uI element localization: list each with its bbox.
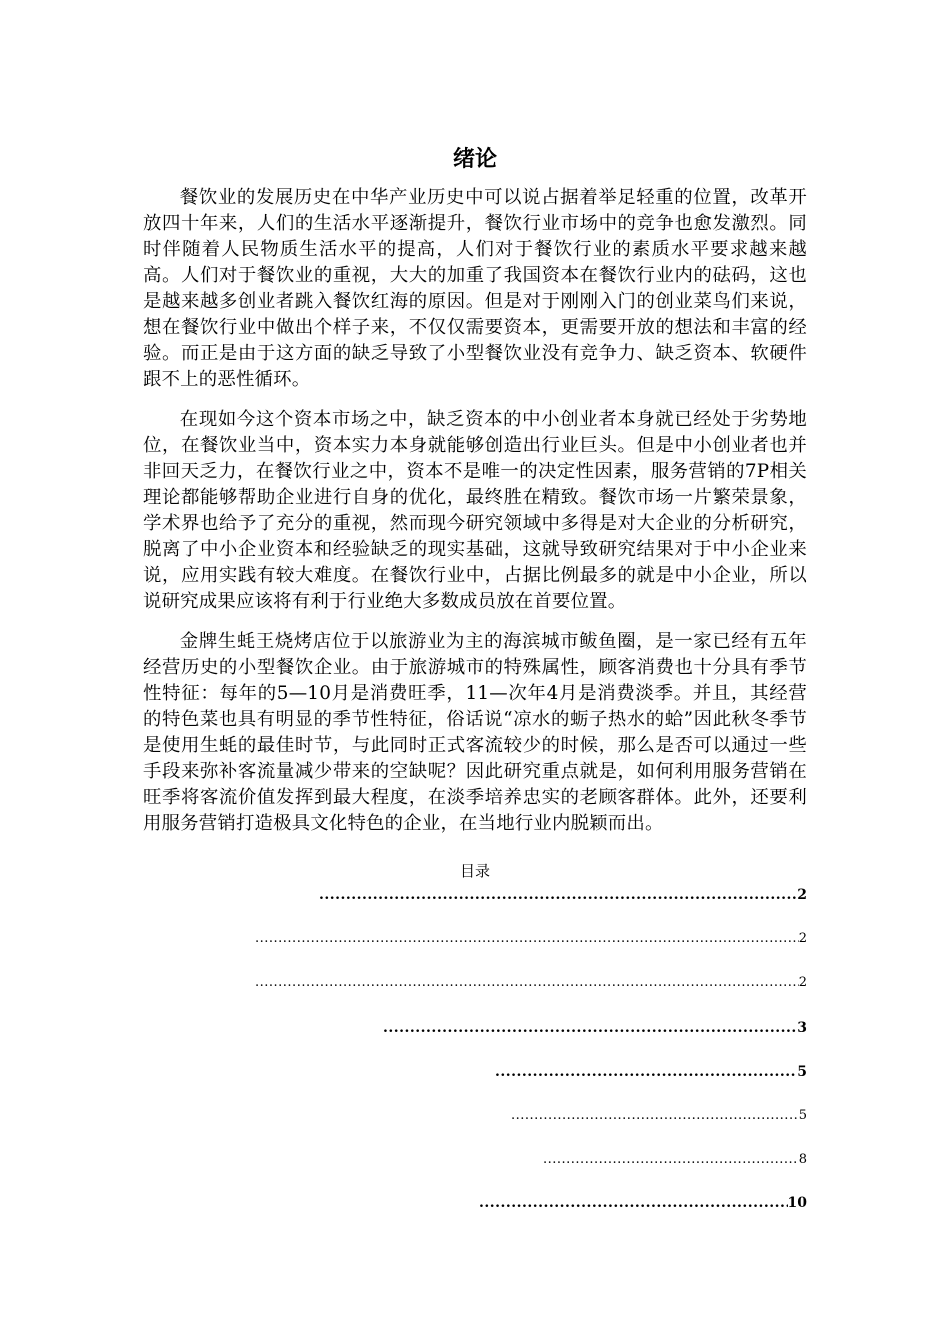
toc-leader-dots — [319, 884, 797, 906]
toc-entry[interactable] — [383, 1017, 807, 1039]
toc-page-number: 5 — [798, 1108, 807, 1123]
toc-entry[interactable] — [511, 1105, 807, 1127]
toc-page-number: 2 — [798, 931, 807, 946]
page-title: 绪论 — [452, 147, 497, 172]
toc-page-number: 10 — [787, 1195, 807, 1211]
body-text — [143, 185, 807, 851]
toc-leader-dots — [255, 928, 799, 950]
toc-page-number: 2 — [797, 887, 807, 903]
toc-entry[interactable] — [543, 1149, 807, 1171]
paragraph-1: 餐饮业的发展历史在中华产业历史中可以说占据着举足轻重的位置，改革开放四十年来，人们的生活水平逐渐提升，餐饮行业市场中的竞争也愈发激烈。同时伴随着人民物质生活水平的提高，人们对于餐饮行业的素质水平要求越来越高。人们对于餐饮业的重视，大大的加重了我国资本在餐饮行业内的砝码，这也是越来越多创业者跳入餐饮红海的原因。但是对于刚刚入门的创业菜鸟们来说，想在餐饮行业中做出个样子来，不仅仅需要资本，更需要开放的想法和丰富的经验。而正是由于这方面的缺乏导致了小型餐饮业没有竞争力、缺乏资本、软硬件跟不上的恶性循环。 — [143, 187, 807, 390]
toc-page-number: 5 — [797, 1064, 807, 1080]
toc-leader-dots — [511, 1105, 799, 1127]
paragraph-2: 在现如今这个资本市场之中，缺乏资本的中小创业者本身就已经处于劣势地位，在餐饮业当中，资本实力本身就能够创造出行业巨头。但是中小创业者也并非回天乏力，在餐饮行业之中，资本不是唯一的决定性因素，服务营销的7P相关理论都能够帮助企业进行自身的优化，最终胜在精致。餐饮市场一片繁荣景象，学术界也给予了充分的重视，然而现今研究领域中多得是对大企业的分析研究，脱离了中小企业资本和经验缺乏的现实基础，这就导致研究结果对于中小企业来说，应用实践有较大难度。在餐饮行业中，占据比例最多的就是中小企业，所以说研究成果应该将有利于行业绝大多数成员放在首要位置。 — [143, 409, 807, 612]
toc-heading: 目录 — [459, 862, 490, 880]
toc-entry[interactable] — [255, 928, 807, 950]
toc-page-number: 2 — [798, 975, 807, 990]
toc-leader-dots — [479, 1192, 788, 1214]
toc-leader-dots — [543, 1149, 799, 1171]
toc-entry[interactable] — [255, 972, 807, 994]
toc-page-number: 3 — [797, 1020, 807, 1036]
toc-entry[interactable] — [319, 884, 807, 906]
toc-entry[interactable] — [495, 1061, 807, 1083]
toc-leader-dots — [255, 972, 799, 994]
toc-page-number: 8 — [798, 1152, 807, 1167]
toc-entry[interactable] — [479, 1192, 807, 1214]
toc-leader-dots — [383, 1017, 797, 1039]
paragraph-3: 金牌生蚝王烧烤店位于以旅游业为主的海滨城市鲅鱼圈，是一家已经有五年经营历史的小型餐饮企业。由于旅游城市的特殊属性，顾客消费也十分具有季节性特征：每年的5—10月是消费旺季，11—次年4月是消费淡季。并且，其经营的特色菜也具有明显的季节性特征，俗话说“凉水的蛎子热水的蛤”因此秋冬季节是使用生蚝的最佳时节，与此同时正式客流较少的时候，那么是否可以通过一些手段来弥补客流量减少带来的空缺呢？因此研究重点就是，如何利用服务营销在旺季将客流价值发挥到最大程度，在淡季培养忠实的老顾客群体。此外，还要利用服务营销打造极具文化特色的企业，在当地行业内脱颖而出。 — [143, 631, 807, 834]
toc-leader-dots — [495, 1061, 797, 1083]
